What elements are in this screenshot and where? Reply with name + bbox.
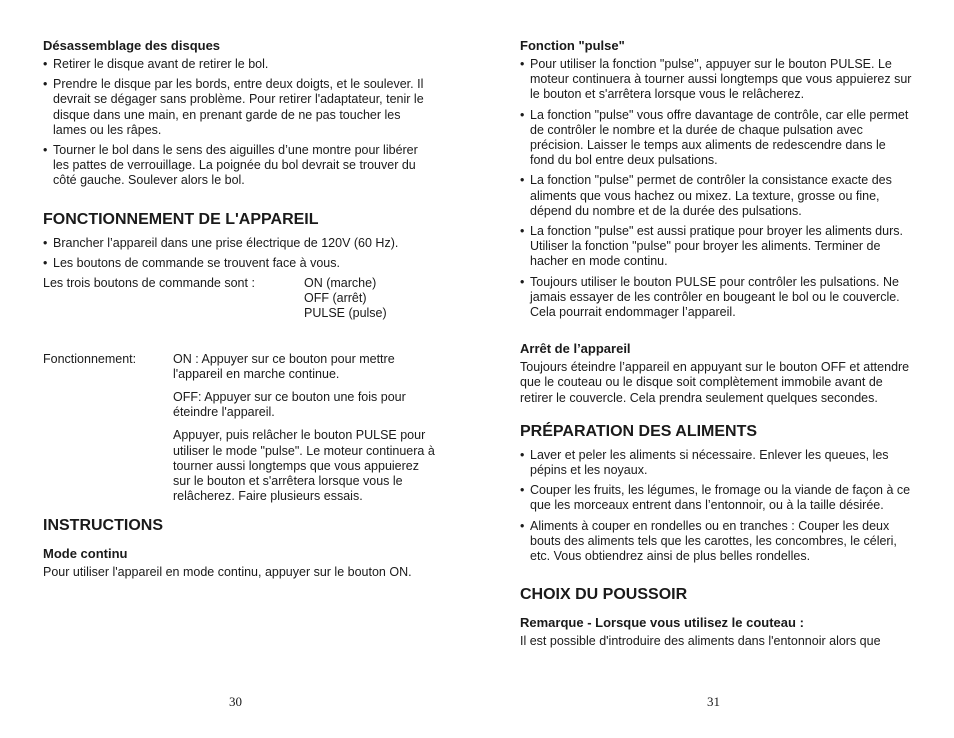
function-items	[173, 352, 435, 513]
pusher-heading: CHOIX DU POUSSOIR	[520, 586, 688, 604]
buttons-label: Les trois boutons de commande sont :	[43, 276, 255, 291]
list-item: • Pour utiliser la fonction "pulse", appuyer sur le bouton PULSE. Le moteur continuera à tourner aussi longtemps que vous appuierez sur le bouton et s'arrêtera lorsque vous le relâcherez.	[520, 57, 912, 103]
list-item: • La fonction "pulse" permet de contrôler la consistance exacte des aliments que vous hachez ou mixez. La texture, grosse ou fine, dépend du nombre et de la durée des pulsations.	[520, 173, 912, 219]
list-item: • Toujours utiliser le bouton PULSE pour contrôler les pulsations. Ne jamais essayer de les contrôler en bougeant le bol ou le couvercle. Cela pourrait endommager l’appareil.	[520, 275, 912, 321]
function-table	[43, 352, 435, 513]
button-on-label: ON (marche)	[304, 276, 377, 291]
pulse-list	[520, 57, 912, 320]
pulse-heading: Fonction "pulse"	[520, 38, 625, 53]
button-pulse-label: PULSE (pulse)	[304, 306, 387, 321]
prep-list	[520, 448, 912, 564]
list-item: • La fonction "pulse" est aussi pratique pour broyer les aliments durs. Utiliser la fonction "pulse" pour broyer les aliments. Terminer de hacher en mode continu.	[520, 224, 912, 270]
list-item: • Laver et peler les aliments si nécessaire. Enlever les queues, les pépins et les noyaux.	[520, 448, 912, 478]
continuous-mode-heading: Mode continu	[43, 546, 128, 562]
page-number-right: 31	[707, 694, 720, 709]
page-number-left: 30	[229, 694, 242, 709]
operation-list	[43, 236, 435, 271]
right-page-column	[520, 38, 912, 649]
list-item: • Les boutons de commande se trouvent face à vous.	[43, 256, 435, 271]
buttons-values	[304, 276, 387, 322]
disassembly-list	[43, 57, 435, 189]
list-item: • La fonction "pulse" vous offre davantage de contrôle, car elle permet de contrôler le nombre et la durée de chaque pulsation avec précision. Laisser le temps aux aliments de redescendre dans le fond du bol entre deux pulsations.	[520, 108, 912, 169]
operation-heading: FONCTIONNEMENT DE L'APPAREIL	[43, 210, 319, 228]
list-item: • Aliments à couper en rondelles ou en tranches : Couper les deux bouts des aliments tels que les carottes, les concombres, le céleri, etc. Vous obtiendrez ainsi de plus belles rondelles.	[520, 519, 912, 565]
left-page-column	[43, 38, 435, 581]
list-item: • Tourner le bol dans le sens des aiguilles d’une montre pour libérer les pattes de verrouillage. La poignée du bol devrait se trouver du côté gauche. Soulever alors le bol.	[43, 143, 435, 189]
disassembly-heading: Désassemblage des disques	[43, 38, 221, 53]
stop-heading: Arrêt de l’appareil	[520, 341, 631, 357]
function-label: Fonctionnement:	[43, 351, 137, 366]
continuous-mode-text: Pour utiliser l'appareil en mode continu, appuyer sur le bouton ON.	[43, 565, 412, 580]
instructions-heading: INSTRUCTIONS	[43, 517, 163, 535]
buttons-table	[43, 276, 435, 322]
button-off-label: OFF (arrêt)	[304, 291, 367, 306]
pusher-note-heading: Remarque - Lorsque vous utilisez le couteau :	[520, 615, 804, 631]
pusher-note-text: Il est possible d'introduire des aliments dans l'entonnoir alors que	[520, 634, 881, 649]
function-item-pulse: Appuyer, puis relâcher le bouton PULSE pour utiliser le mode "pulse". Le moteur continuera à tourner aussi longtemps que vous appuierez sur le bouton et s'arrêtera lorsque vous le relâcherez. Faire plusieurs essais.	[173, 428, 435, 504]
prep-heading: PRÉPARATION DES ALIMENTS	[520, 422, 758, 440]
function-item-on: ON : Appuyer sur ce bouton pour mettre l'appareil en marche continue.	[173, 351, 395, 381]
list-item: • Couper les fruits, les légumes, le fromage ou la viande de façon à ce que les morceaux entrent dans l’entonnoir, ou à la taille désirée.	[520, 483, 912, 513]
stop-text: Toujours éteindre l’appareil en appuyant sur le bouton OFF et attendre que le couteau ou le disque soit complètement immobile avant de retirer le couvercle. Cela prendra seulement quelques secondes.	[520, 360, 910, 405]
list-item: • Prendre le disque par les bords, entre deux doigts, et le soulever. Il devrait se dégager sans problème. Pour retirer l'adaptateur, tenir le disque dans une main, en prenant garde de ne pas toucher les lames ou les râpes.	[43, 77, 435, 138]
list-item: • Retirer le disque avant de retirer le bol.	[43, 57, 435, 72]
list-item: • Brancher l’appareil dans une prise électrique de 120V (60 Hz).	[43, 236, 435, 251]
function-item-off: OFF: Appuyer sur ce bouton une fois pour éteindre l'appareil.	[173, 390, 406, 420]
